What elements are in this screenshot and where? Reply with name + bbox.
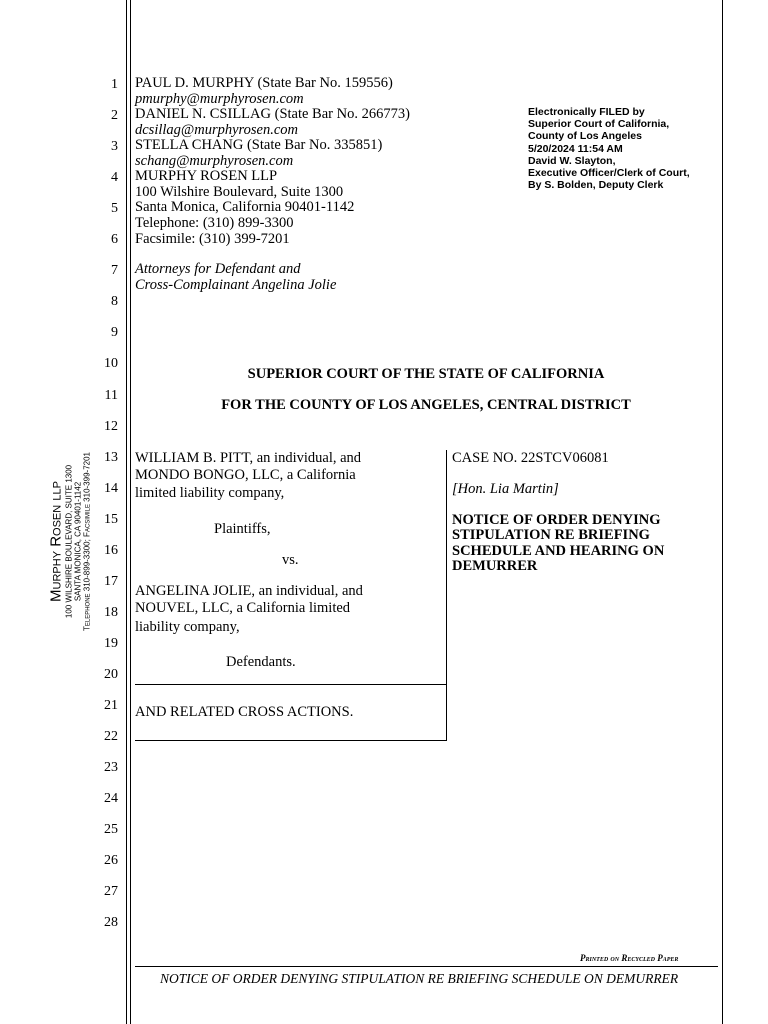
case-number: CASE NO. 22STCV06081 <box>452 450 609 466</box>
line-number: 9 <box>111 325 118 341</box>
filed-stamp-line: By S. Bolden, Deputy Clerk <box>528 179 664 192</box>
versus: vs. <box>282 552 299 568</box>
plaintiffs-line-3: limited liability company, <box>135 485 285 501</box>
line-number: 24 <box>104 791 118 807</box>
line-number: 16 <box>104 542 118 558</box>
assigned-judge: [Hon. Lia Martin] <box>452 481 559 497</box>
caption-bottom-rule <box>135 740 446 741</box>
line-number: 21 <box>104 698 118 713</box>
sidebar-address-2: SANTA MONICA, CA 90401-1142 <box>73 481 83 602</box>
filed-stamp-line: County of Los Angeles <box>528 130 642 143</box>
line-number: 28 <box>104 915 118 931</box>
line-number: 22 <box>104 729 118 745</box>
line-number: 2 <box>111 108 118 124</box>
line-number: 13 <box>104 449 118 465</box>
attorneys-for-line-1: Attorneys for Defendant and <box>135 261 301 277</box>
right-margin-rule <box>722 0 723 1024</box>
filed-stamp-line: Executive Officer/Clerk of Court, <box>528 167 690 180</box>
counsel-email-3: schang@murphyrosen.com <box>135 153 294 169</box>
defendants-line-1: ANGELINA JOLIE, an individual, and <box>135 583 363 599</box>
plaintiffs-label: Plaintiffs, <box>214 521 271 537</box>
line-number: 3 <box>111 139 118 155</box>
line-number: 8 <box>111 294 118 310</box>
document-title-3: SCHEDULE AND HEARING ON <box>452 543 665 559</box>
line-number: 4 <box>111 170 118 186</box>
defendants-line-3: liability company, <box>135 619 240 635</box>
line-number: 26 <box>104 853 118 869</box>
plaintiffs-line-2: MONDO BONGO, LLC, a California <box>135 467 356 483</box>
counsel-email-1: pmurphy@murphyrosen.com <box>135 91 304 107</box>
plaintiffs-line-1: WILLIAM B. PITT, an individual, and <box>135 450 362 466</box>
footer-title: NOTICE OF ORDER DENYING STIPULATION RE BRIEFING SCHEDULE ON DEMURRER <box>160 971 679 986</box>
firm-telephone: Telephone: (310) 899-3300 <box>135 215 294 231</box>
line-number: 15 <box>104 511 118 527</box>
line-number: 17 <box>104 573 118 589</box>
left-margin-rule-outer <box>126 0 127 1024</box>
line-number: 19 <box>104 635 118 651</box>
line-number: 6 <box>111 232 118 248</box>
caption-divider <box>135 684 446 685</box>
sidebar-address-1: 100 WILSHIRE BOULEVARD, SUITE 1300 <box>64 464 74 619</box>
document-title-2: STIPULATION RE BRIEFING <box>452 527 650 543</box>
defendants-label: Defendants. <box>226 654 296 670</box>
sidebar-phone: Telephone 310-899-3300; Facsimile 310-399-7201 <box>82 452 92 631</box>
filed-stamp-line: David W. Slayton, <box>528 154 616 167</box>
filed-stamp-line: 5/20/2024 11:54 AM <box>528 142 623 155</box>
firm-facsimile: Facsimile: (310) 399-7201 <box>135 231 290 247</box>
firm-address-1: 100 Wilshire Boulevard, Suite 1300 <box>135 184 344 200</box>
caption-vertical-rule <box>446 450 447 741</box>
filed-stamp-line: Electronically FILED by <box>528 106 645 118</box>
defendants-line-2: NOUVEL, LLC, a California limited <box>135 600 351 616</box>
court-heading-2: FOR THE COUNTY OF LOS ANGELES, CENTRAL DISTRICT <box>221 397 631 413</box>
line-number: 1 <box>111 77 118 92</box>
document-title-4: DEMURRER <box>452 558 538 574</box>
line-number: 5 <box>111 201 118 217</box>
filed-stamp-line: Superior Court of California, <box>528 118 670 131</box>
line-number: 18 <box>104 604 118 620</box>
line-number: 14 <box>104 480 118 496</box>
counsel-line-2: DANIEL N. CSILLAG (State Bar No. 266773) <box>135 106 410 122</box>
recycled-paper-notice: Printed on Recycled Paper <box>580 953 679 963</box>
electronic-filing-stamp <box>528 106 690 191</box>
line-number: 20 <box>104 666 118 682</box>
line-number: 27 <box>104 884 118 900</box>
line-number: 7 <box>111 263 118 279</box>
footer-rule <box>135 966 718 967</box>
firm-sidebar <box>49 402 92 682</box>
line-number: 12 <box>104 418 118 434</box>
firm-name: MURPHY ROSEN LLP <box>135 168 278 184</box>
line-number: 10 <box>104 356 118 372</box>
attorneys-for-line-2: Cross-Complainant Angelina Jolie <box>135 277 337 293</box>
sidebar-firm-name: Murphy Rosen llp <box>47 481 65 602</box>
line-number: 11 <box>104 387 118 403</box>
line-number: 25 <box>104 822 118 838</box>
related-actions: AND RELATED CROSS ACTIONS. <box>135 704 354 720</box>
left-margin-rule-inner <box>130 0 131 1024</box>
counsel-line-1: PAUL D. MURPHY (State Bar No. 159556) <box>135 75 393 91</box>
counsel-line-3: STELLA CHANG (State Bar No. 335851) <box>135 137 383 153</box>
firm-address-2: Santa Monica, California 90401-1142 <box>135 199 355 215</box>
counsel-email-2: dcsillag@murphyrosen.com <box>135 122 299 138</box>
document-title-1: NOTICE OF ORDER DENYING <box>452 512 661 528</box>
line-number: 23 <box>104 760 118 776</box>
court-heading-1: SUPERIOR COURT OF THE STATE OF CALIFORNIA <box>247 366 605 382</box>
